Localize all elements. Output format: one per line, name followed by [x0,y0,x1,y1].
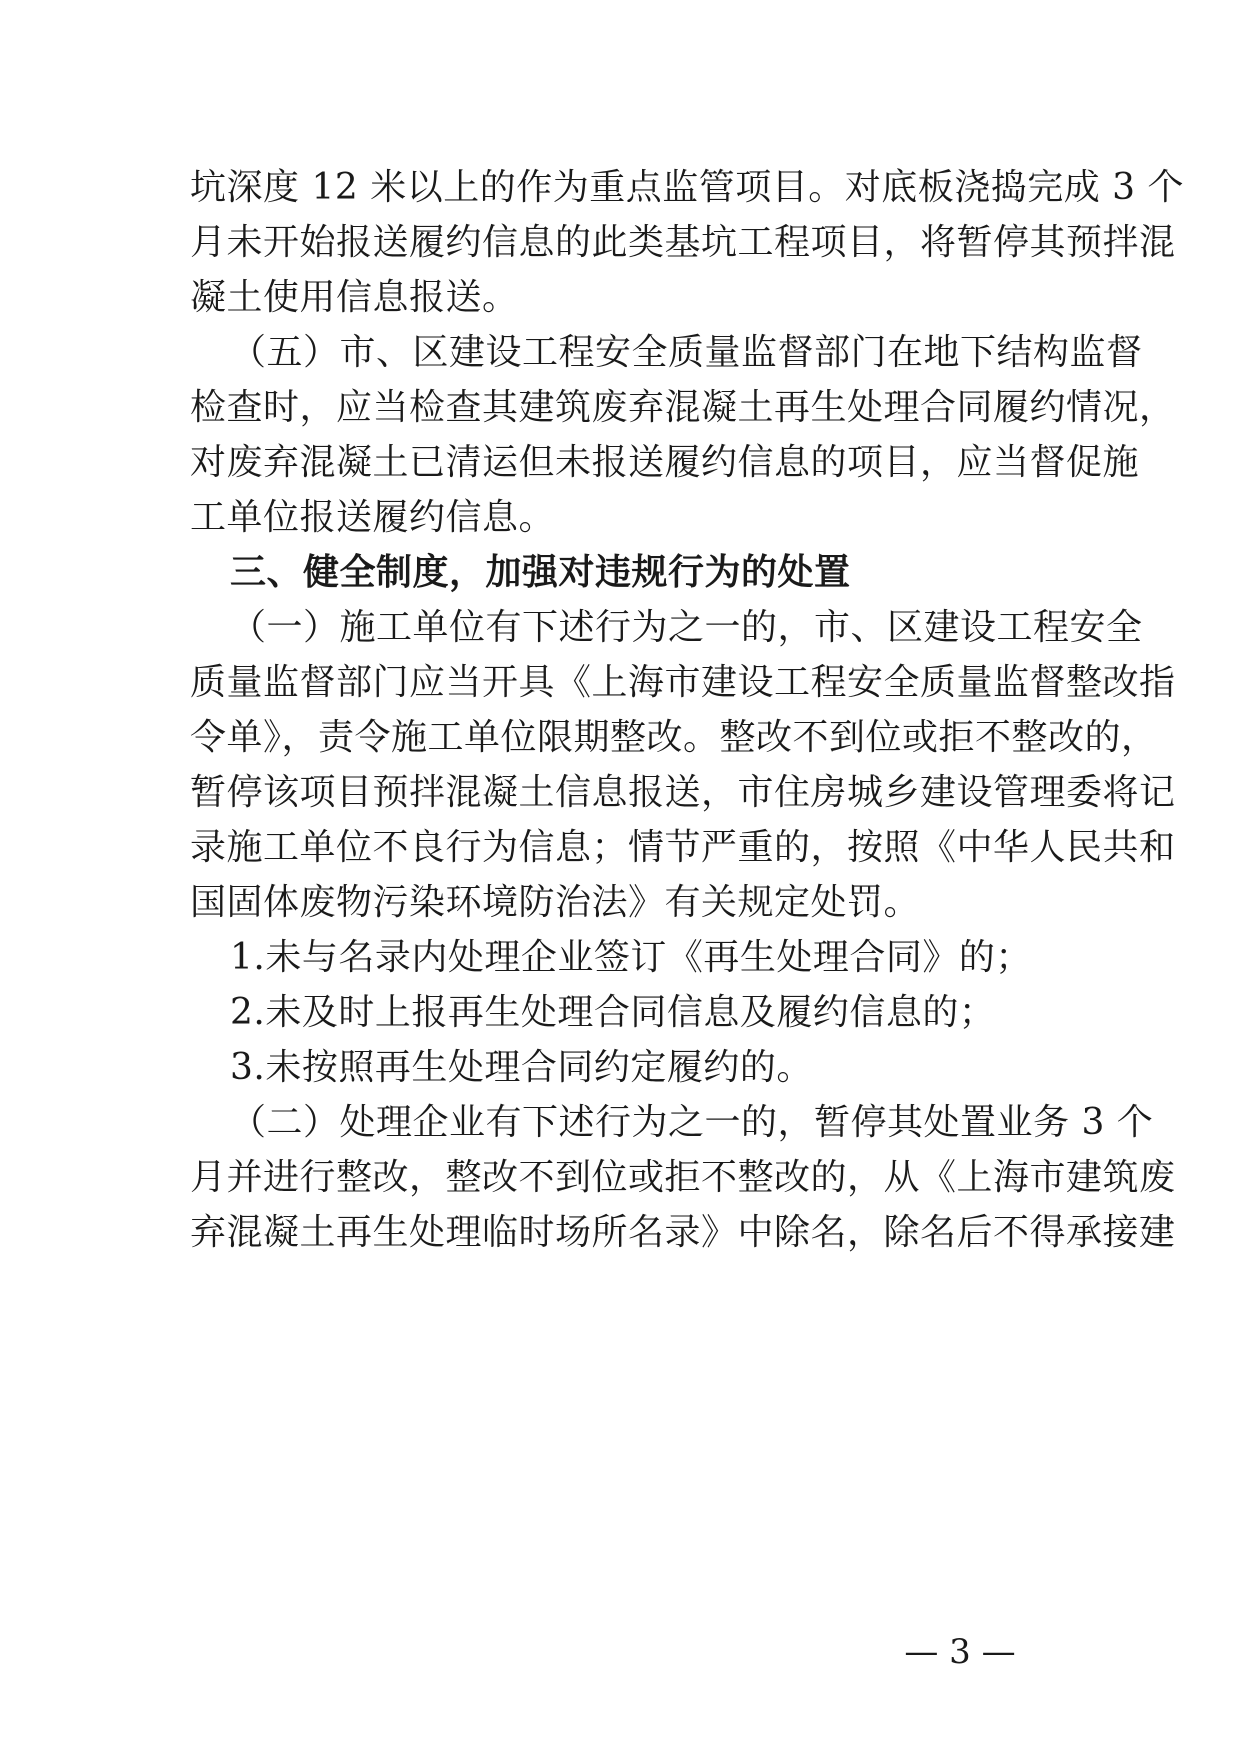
list-item: 2.未及时上报再生处理合同信息及履约信息的； [230,992,996,1033]
paragraph-start-line: （一）施工单位有下述行为之一的，市、区建设工程安全 [230,607,1143,648]
paragraph-start-line: （五）市、区建设工程安全质量监督部门在地下结构监督 [230,332,1143,373]
body-text-line: 质量监督部门应当开具《上海市建设工程安全质量监督整改指 [190,662,1176,703]
body-text-line: 对废弃混凝土已清运但未报送履约信息的项目，应当督促施 [190,442,1140,483]
body-text-line: 检查时，应当检查其建筑废弃混凝土再生处理合同履约情况， [190,387,1176,428]
body-text-line: 国固体废物污染环境防治法》有关规定处罚。 [190,882,921,923]
body-text-line: 令单》，责令施工单位限期整改。整改不到位或拒不整改的， [190,717,1158,758]
body-text-line: 弃混凝土再生处理临时场所名录》中除名，除名后不得承接建 [190,1212,1176,1253]
page-number: — 3 — [904,1632,1016,1672]
paragraph-start-line: （二）处理企业有下述行为之一的，暂停其处置业务 3 个 [230,1102,1154,1143]
body-text-line: 月未开始报送履约信息的此类基坑工程项目，将暂停其预拌混 [190,222,1176,263]
section-heading: 三、健全制度，加强对违规行为的处置 [230,552,851,593]
body-text-line: 凝土使用信息报送。 [190,277,519,318]
body-text-line: 暂停该项目预拌混凝土信息报送，市住房城乡建设管理委将记 [190,772,1176,813]
list-item: 1.未与名录内处理企业签订《再生处理合同》的； [230,937,1032,978]
body-text-line: 录施工单位不良行为信息；情节严重的，按照《中华人民共和 [190,827,1176,868]
body-text-line: 工单位报送履约信息。 [190,497,556,538]
body-text-line: 坑深度 12 米以上的作为重点监管项目。对底板浇捣完成 3 个 [190,167,1184,208]
list-item: 3.未按照再生处理合同约定履约的。 [230,1047,813,1088]
body-text-line: 月并进行整改，整改不到位或拒不整改的，从《上海市建筑废 [190,1157,1176,1198]
